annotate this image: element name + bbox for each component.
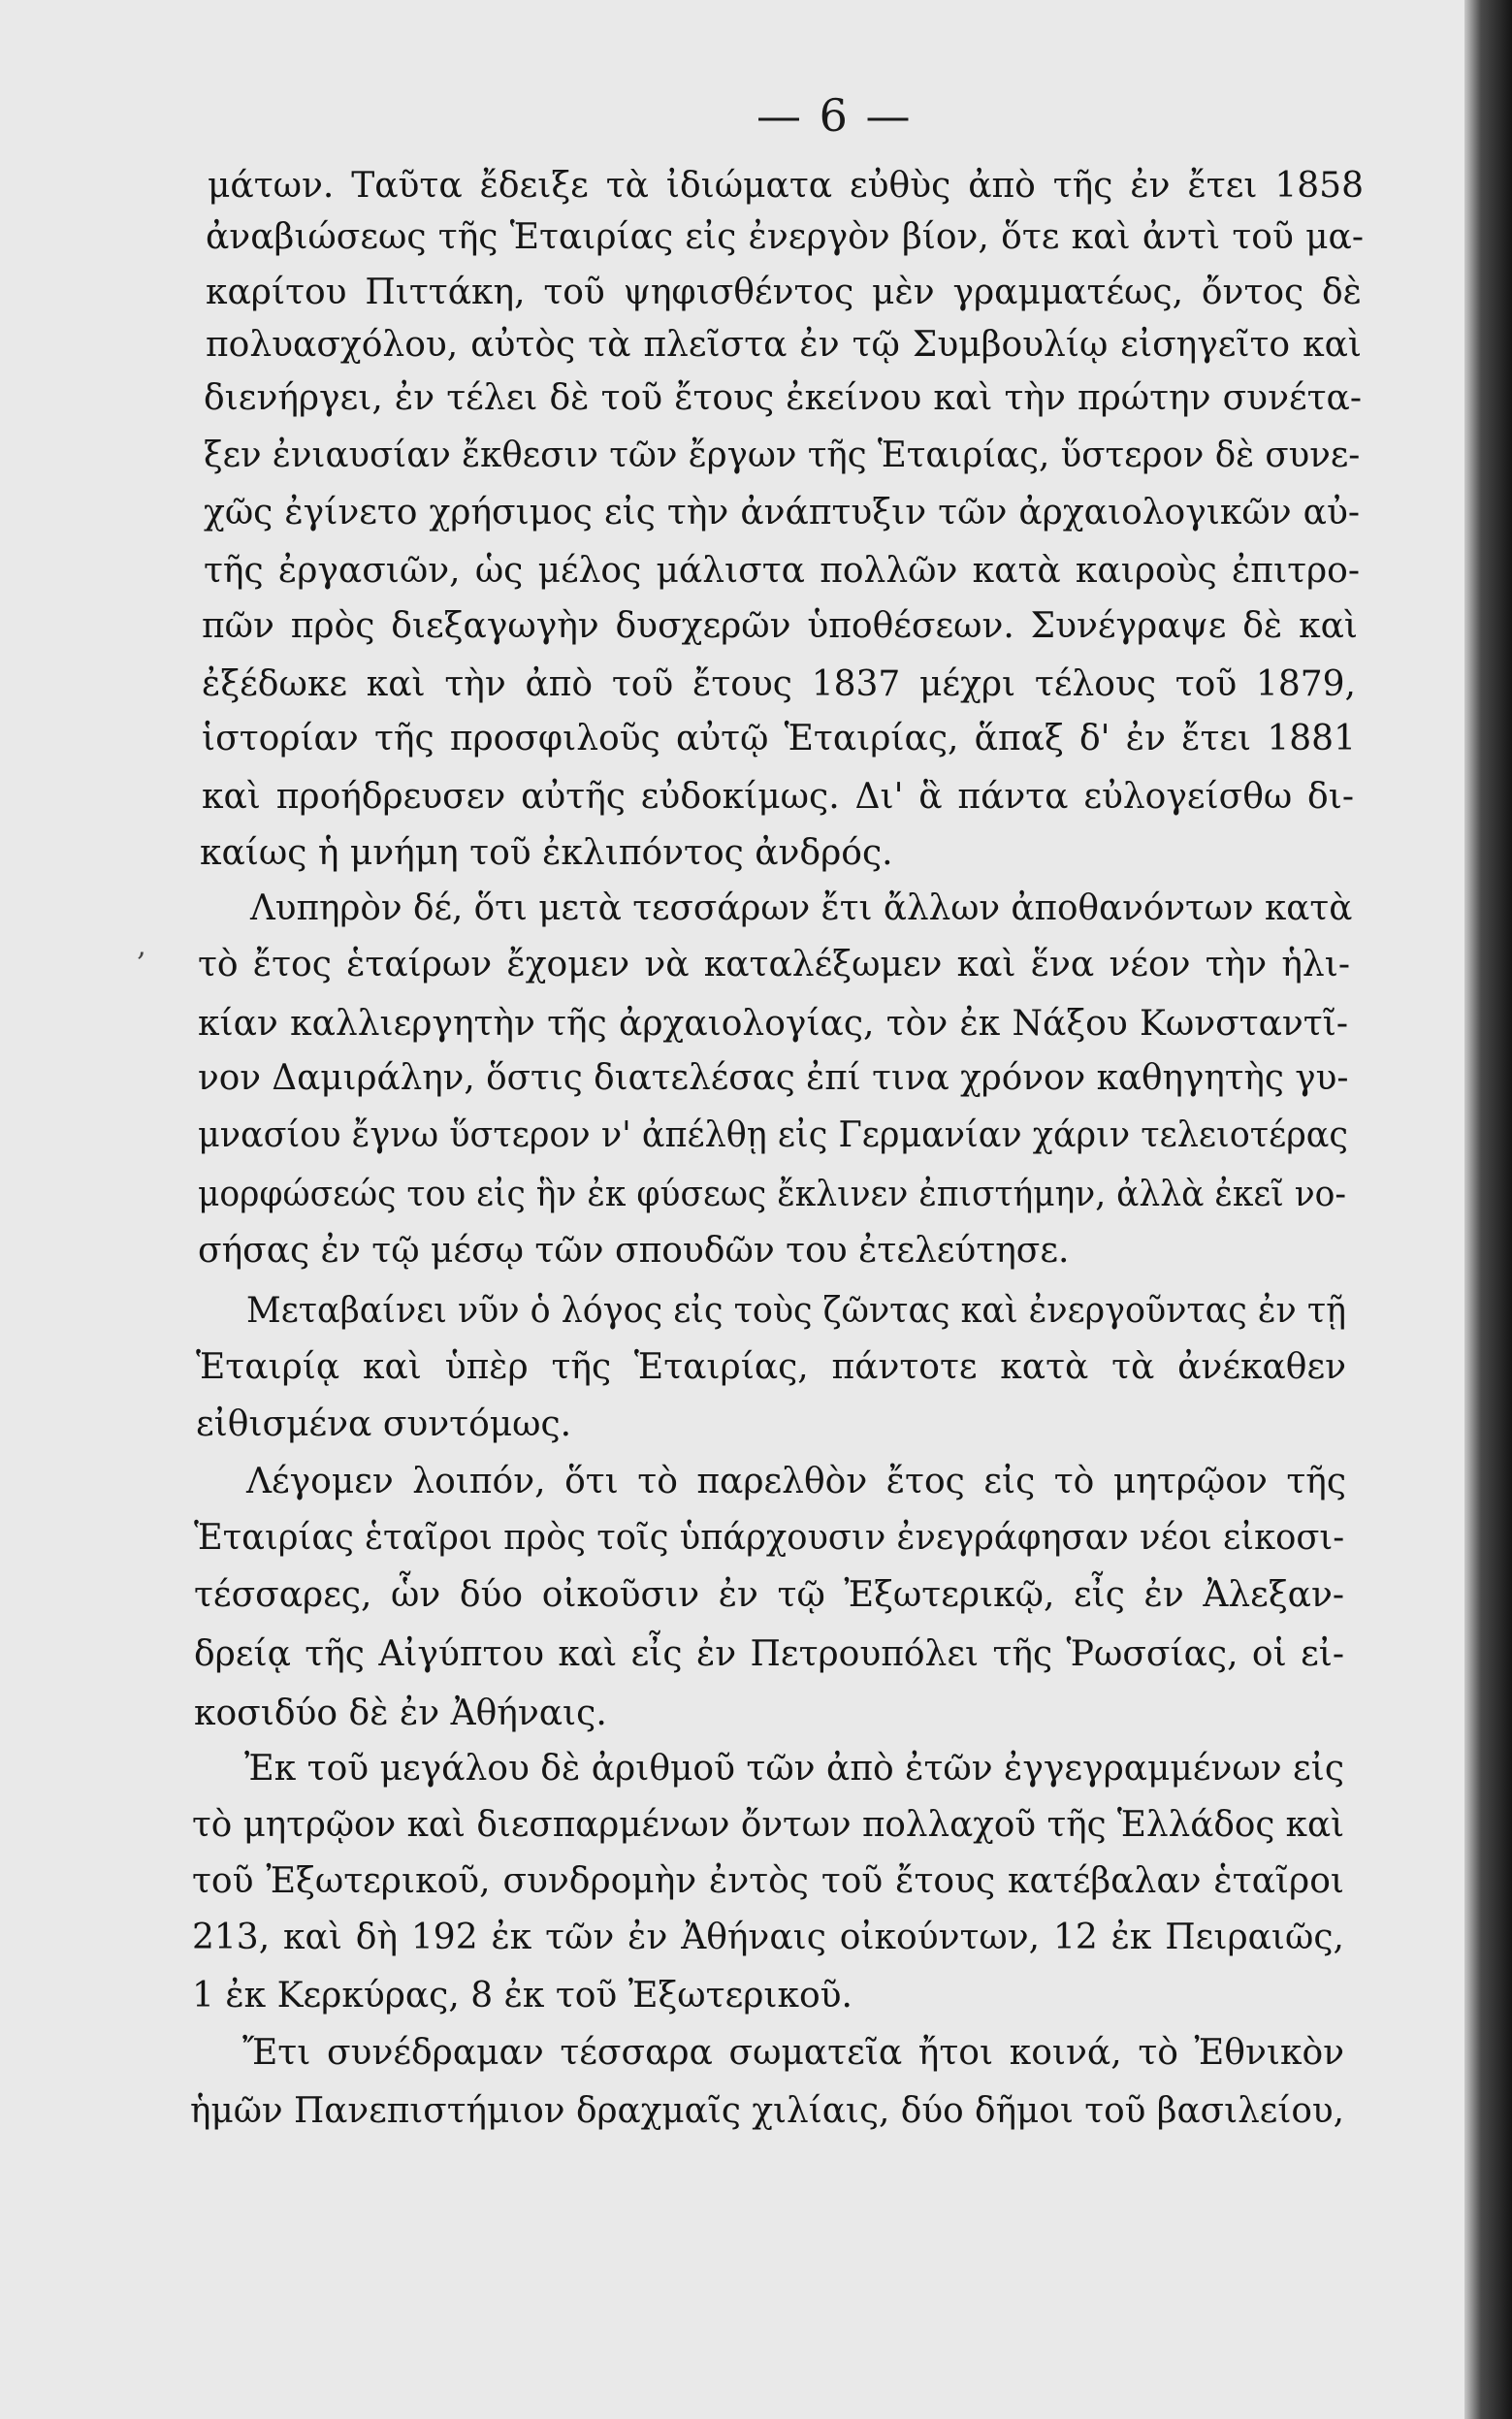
text-line: καρίτου Πιττάκη, τοῦ ψηφισθέντος μὲν γραμματέως, ὄντος δὲ bbox=[206, 273, 1362, 312]
text-line: Ἐκ τοῦ μεγάλου δὲ ἀριθμοῦ τῶν ἀπὸ ἐτῶν ἐγγεγραμμένων εἰς bbox=[244, 1749, 1344, 1789]
text-line: εἰθισμένα συντόμως. bbox=[196, 1404, 572, 1444]
text-line: νον Δαμιράλην, ὅστις διατελέσας ἐπί τινα χρόνον καθηγητὴς γυ- bbox=[198, 1058, 1349, 1098]
ink-speck: ‚ bbox=[137, 929, 146, 963]
page-edge-shadow bbox=[1464, 0, 1512, 2419]
text-line: κοσιδύο δὲ ἐν Ἀθήναις. bbox=[194, 1693, 607, 1733]
text-line: τέσσαρες, ὧν δύο οἰκοῦσιν ἐν τῷ Ἐξωτερικῷ, εἶς ἐν Ἀλεξαν- bbox=[194, 1575, 1344, 1615]
text-line: μνασίου ἔγνω ὕστερον ν' ἀπέλθῃ εἰς Γερμανίαν χάριν τελειοτέρας bbox=[198, 1115, 1348, 1155]
text-line: ἱστορίαν τῆς προσφιλοῦς αὐτῷ Ἑταιρίας, ἅπαξ δ' ἐν ἔτει 1881 bbox=[202, 719, 1356, 758]
text-line: πολυασχόλου, αὐτὸς τὰ πλεῖστα ἐν τῷ Συμβουλίῳ εἰσηγεῖτο καὶ bbox=[206, 325, 1362, 365]
text-line: πῶν πρὸς διεξαγωγὴν δυσχερῶν ὑποθέσεων. Συνέγραψε δὲ καὶ bbox=[202, 606, 1358, 646]
text-line: ἐξέδωκε καὶ τὴν ἀπὸ τοῦ ἔτους 1837 μέχρι τέλους τοῦ 1879, bbox=[202, 664, 1356, 704]
text-line: κίαν καλλιεργητὴν τῆς ἀρχαιολογίας, τὸν ἐκ Νάξου Κωνσταντῖ- bbox=[198, 1004, 1348, 1044]
text-line: τοῦ Ἐξωτερικοῦ, συνδρομὴν ἐντὸς τοῦ ἔτους κατέβαλαν ἑταῖροι bbox=[192, 1861, 1344, 1901]
text-line: δρείᾳ τῆς Αἰγύπτου καὶ εἶς ἐν Πετρουπόλει τῆς Ῥωσσίας, οἱ εἰ- bbox=[194, 1634, 1344, 1674]
page-number: — 6 — bbox=[756, 89, 913, 142]
text-line: καίως ἡ μνήμη τοῦ ἐκλιπόντος ἀνδρός. bbox=[200, 833, 893, 873]
text-line: Μεταβαίνει νῦν ὁ λόγος εἰς τοὺς ζῶντας καὶ ἐνεργοῦντας ἐν τῇ bbox=[246, 1291, 1346, 1331]
text-line: Ἑταιρίας ἑταῖροι πρὸς τοῖς ὑπάρχουσιν ἐνεγράφησαν νέοι εἰκοσι- bbox=[194, 1518, 1345, 1558]
text-line: Λυπηρὸν δέ, ὅτι μετὰ τεσσάρων ἔτι ἄλλων ἀποθανόντων κατὰ bbox=[250, 888, 1353, 928]
text-line: Λέγομεν λοιπόν, ὅτι τὸ παρελθὸν ἔτος εἰς τὸ μητρῷον τῆς bbox=[246, 1462, 1346, 1501]
text-line: ἀναβιώσεως τῆς Ἑταιρίας εἰς ἐνεργὸν βίον, ὅτε καὶ ἀντὶ τοῦ μα- bbox=[206, 217, 1364, 257]
text-line: μορφώσεώς του εἰς ἣν ἐκ φύσεως ἔκλινεν ἐπιστήμην, ἀλλὰ ἐκεῖ νο- bbox=[198, 1175, 1347, 1214]
text-line: Ἔτι συνέδραμαν τέσσαρα σωματεῖα ἤτοι κοινά, τὸ Ἐθνικὸν bbox=[242, 2033, 1344, 2073]
text-line: διενήργει, ἐν τέλει δὲ τοῦ ἔτους ἐκείνου καὶ τὴν πρώτην συνέτα- bbox=[204, 378, 1362, 418]
text-line: καὶ προήδρευσεν αὐτῆς εὐδοκίμως. Δι' ἃ πάντα εὐλογείσθω δι- bbox=[202, 777, 1354, 817]
text-line: μάτων. Ταῦτα ἔδειξε τὰ ἰδιώματα εὐθὺς ἀπὸ τῆς ἐν ἔτει 1858 bbox=[208, 166, 1364, 206]
text-line: τὸ ἔτος ἑταίρων ἔχομεν νὰ καταλέξωμεν καὶ ἕνα νέον τὴν ἡλι- bbox=[198, 945, 1350, 984]
text-line: σήσας ἐν τῷ μέσῳ τῶν σπουδῶν του ἐτελεύτησε. bbox=[198, 1231, 1070, 1271]
text-line: τὸ μητρῷον καὶ διεσπαρμένων ὄντων πολλαχοῦ τῆς Ἑλλάδος καὶ bbox=[192, 1805, 1345, 1845]
text-line: Ἑταιρίᾳ καὶ ὑπὲρ τῆς Ἑταιρίας, πάντοτε κατὰ τὰ ἀνέκαθεν bbox=[196, 1347, 1346, 1387]
text-line: τῆς ἐργασιῶν, ὡς μέλος μάλιστα πολλῶν κατὰ καιροὺς ἐπιτρο- bbox=[204, 551, 1360, 591]
text-line: 1 ἐκ Κερκύρας, 8 ἐκ τοῦ Ἐξωτερικοῦ. bbox=[192, 1976, 853, 2016]
text-line: ξεν ἐνιαυσίαν ἔκθεσιν τῶν ἔργων τῆς Ἑταιρίας, ὕστερον δὲ συνε- bbox=[204, 435, 1361, 475]
text-line: ἡμῶν Πανεπιστήμιον δραχμαῖς χιλίαις, δύο δῆμοι τοῦ βασιλείου, bbox=[190, 2091, 1345, 2131]
text-line: χῶς ἐγίνετο χρήσιμος εἰς τὴν ἀνάπτυξιν τῶν ἀρχαιολογικῶν αὐ- bbox=[204, 493, 1360, 532]
text-line: 213, καὶ δὴ 192 ἐκ τῶν ἐν Ἀθήναις οἰκούντων, 12 ἐκ Πειραιῶς, bbox=[192, 1918, 1344, 1957]
